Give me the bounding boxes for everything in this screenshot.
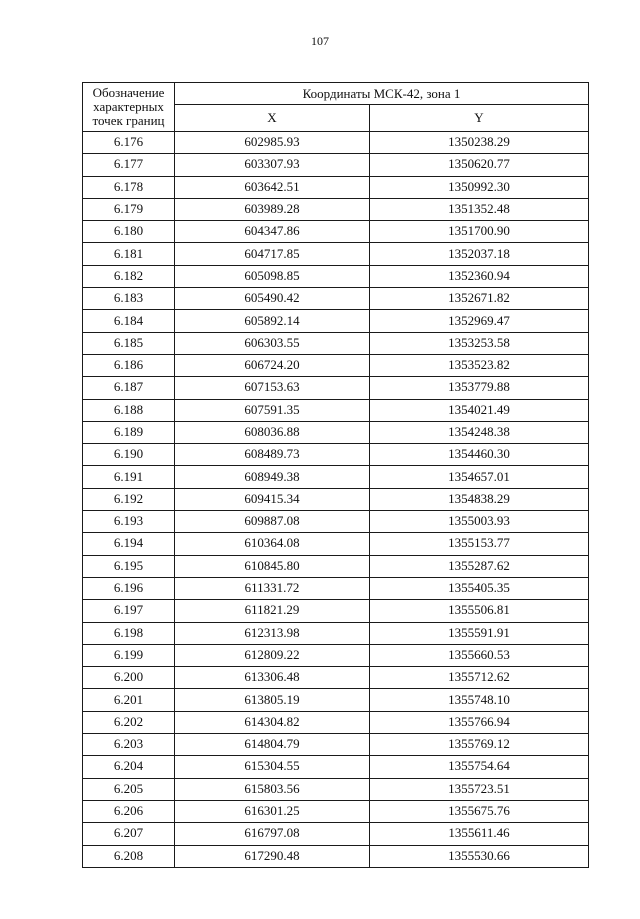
y-coordinate-cell: 1352969.47 [370,310,589,332]
y-coordinate-cell: 1350238.29 [370,132,589,154]
point-id-cell: 6.194 [83,533,175,555]
table-row [83,132,589,154]
x-coordinate-cell: 613306.48 [175,667,370,689]
y-coordinate-cell: 1355675.76 [370,800,589,822]
point-id-cell: 6.186 [83,354,175,376]
table-row [83,466,589,488]
table-row [83,288,589,310]
x-coordinate-cell: 607591.35 [175,399,370,421]
point-id-cell: 6.202 [83,711,175,733]
y-coordinate-cell: 1355405.35 [370,577,589,599]
y-coordinate-cell: 1354248.38 [370,421,589,443]
x-coordinate-cell: 605490.42 [175,288,370,310]
x-coordinate-cell: 605892.14 [175,310,370,332]
x-coordinate-cell: 611821.29 [175,600,370,622]
x-coordinate-cell: 604347.86 [175,221,370,243]
x-coordinate-cell: 609887.08 [175,511,370,533]
y-coordinate-cell: 1355591.91 [370,622,589,644]
x-coordinate-cell: 615803.56 [175,778,370,800]
point-id-cell: 6.181 [83,243,175,265]
table-row [83,488,589,510]
point-id-cell: 6.203 [83,734,175,756]
table-body [83,132,589,868]
point-id-cell: 6.198 [83,622,175,644]
header-x: X [175,105,370,132]
table-row [83,823,589,845]
table-row [83,600,589,622]
y-coordinate-cell: 1353779.88 [370,377,589,399]
y-coordinate-cell: 1353253.58 [370,332,589,354]
y-coordinate-cell: 1354838.29 [370,488,589,510]
x-coordinate-cell: 617290.48 [175,845,370,867]
x-coordinate-cell: 610845.80 [175,555,370,577]
x-coordinate-cell: 606724.20 [175,354,370,376]
y-coordinate-cell: 1351352.48 [370,198,589,220]
table-row [83,377,589,399]
y-coordinate-cell: 1355712.62 [370,667,589,689]
x-coordinate-cell: 608489.73 [175,444,370,466]
y-coordinate-cell: 1354460.30 [370,444,589,466]
x-coordinate-cell: 608949.38 [175,466,370,488]
table-row [83,332,589,354]
point-id-cell: 6.199 [83,644,175,666]
table-row [83,198,589,220]
table-row [83,265,589,287]
y-coordinate-cell: 1354657.01 [370,466,589,488]
table-row [83,310,589,332]
point-id-cell: 6.182 [83,265,175,287]
x-coordinate-cell: 603642.51 [175,176,370,198]
point-id-cell: 6.193 [83,511,175,533]
table-row [83,511,589,533]
y-coordinate-cell: 1355723.51 [370,778,589,800]
x-coordinate-cell: 612313.98 [175,622,370,644]
table-row [83,622,589,644]
x-coordinate-cell: 603989.28 [175,198,370,220]
table-row [83,644,589,666]
x-coordinate-cell: 613805.19 [175,689,370,711]
x-coordinate-cell: 608036.88 [175,421,370,443]
y-coordinate-cell: 1355769.12 [370,734,589,756]
point-id-cell: 6.196 [83,577,175,599]
point-id-cell: 6.197 [83,600,175,622]
point-id-cell: 6.190 [83,444,175,466]
x-coordinate-cell: 616301.25 [175,800,370,822]
x-coordinate-cell: 610364.08 [175,533,370,555]
point-id-cell: 6.189 [83,421,175,443]
table-row [83,778,589,800]
table-row [83,711,589,733]
table-row [83,243,589,265]
point-id-cell: 6.192 [83,488,175,510]
header-y: Y [370,105,589,132]
point-id-cell: 6.179 [83,198,175,220]
x-coordinate-cell: 604717.85 [175,243,370,265]
y-coordinate-cell: 1355506.81 [370,600,589,622]
point-id-cell: 6.177 [83,154,175,176]
point-id-cell: 6.204 [83,756,175,778]
y-coordinate-cell: 1355754.64 [370,756,589,778]
table-row [83,734,589,756]
y-coordinate-cell: 1352360.94 [370,265,589,287]
point-id-cell: 6.195 [83,555,175,577]
point-id-cell: 6.200 [83,667,175,689]
coordinates-table [82,82,589,868]
table-row [83,800,589,822]
y-coordinate-cell: 1352037.18 [370,243,589,265]
point-id-cell: 6.176 [83,132,175,154]
table-row [83,421,589,443]
point-id-cell: 6.187 [83,377,175,399]
y-coordinate-cell: 1352671.82 [370,288,589,310]
y-coordinate-cell: 1353523.82 [370,354,589,376]
x-coordinate-cell: 612809.22 [175,644,370,666]
table-row [83,154,589,176]
x-coordinate-cell: 605098.85 [175,265,370,287]
y-coordinate-cell: 1350992.30 [370,176,589,198]
point-id-cell: 6.184 [83,310,175,332]
table-row [83,555,589,577]
table-row [83,689,589,711]
point-id-cell: 6.183 [83,288,175,310]
x-coordinate-cell: 607153.63 [175,377,370,399]
point-id-cell: 6.178 [83,176,175,198]
y-coordinate-cell: 1350620.77 [370,154,589,176]
x-coordinate-cell: 614304.82 [175,711,370,733]
y-coordinate-cell: 1355611.46 [370,823,589,845]
table-row [83,221,589,243]
table-row [83,176,589,198]
x-coordinate-cell: 614804.79 [175,734,370,756]
point-id-cell: 6.208 [83,845,175,867]
x-coordinate-cell: 606303.55 [175,332,370,354]
x-coordinate-cell: 611331.72 [175,577,370,599]
point-id-cell: 6.207 [83,823,175,845]
point-id-cell: 6.201 [83,689,175,711]
page-number: 107 [311,34,329,48]
table-row [83,533,589,555]
y-coordinate-cell: 1351700.90 [370,221,589,243]
y-coordinate-cell: 1355748.10 [370,689,589,711]
y-coordinate-cell: 1355287.62 [370,555,589,577]
x-coordinate-cell: 616797.08 [175,823,370,845]
table-row [83,845,589,867]
table-row [83,444,589,466]
header-coordinates: Координаты МСК-42, зона 1 [175,83,589,105]
point-id-cell: 6.206 [83,800,175,822]
table-row [83,577,589,599]
table-row [83,399,589,421]
table-row [83,667,589,689]
table-row [83,756,589,778]
x-coordinate-cell: 615304.55 [175,756,370,778]
point-id-cell: 6.180 [83,221,175,243]
y-coordinate-cell: 1355003.93 [370,511,589,533]
x-coordinate-cell: 602985.93 [175,132,370,154]
y-coordinate-cell: 1355660.53 [370,644,589,666]
point-id-cell: 6.205 [83,778,175,800]
y-coordinate-cell: 1354021.49 [370,399,589,421]
x-coordinate-cell: 609415.34 [175,488,370,510]
header-point-label: Обозначение характерных точек границ [83,83,175,132]
point-id-cell: 6.191 [83,466,175,488]
point-id-cell: 6.188 [83,399,175,421]
point-id-cell: 6.185 [83,332,175,354]
table-row [83,354,589,376]
x-coordinate-cell: 603307.93 [175,154,370,176]
y-coordinate-cell: 1355766.94 [370,711,589,733]
y-coordinate-cell: 1355153.77 [370,533,589,555]
y-coordinate-cell: 1355530.66 [370,845,589,867]
